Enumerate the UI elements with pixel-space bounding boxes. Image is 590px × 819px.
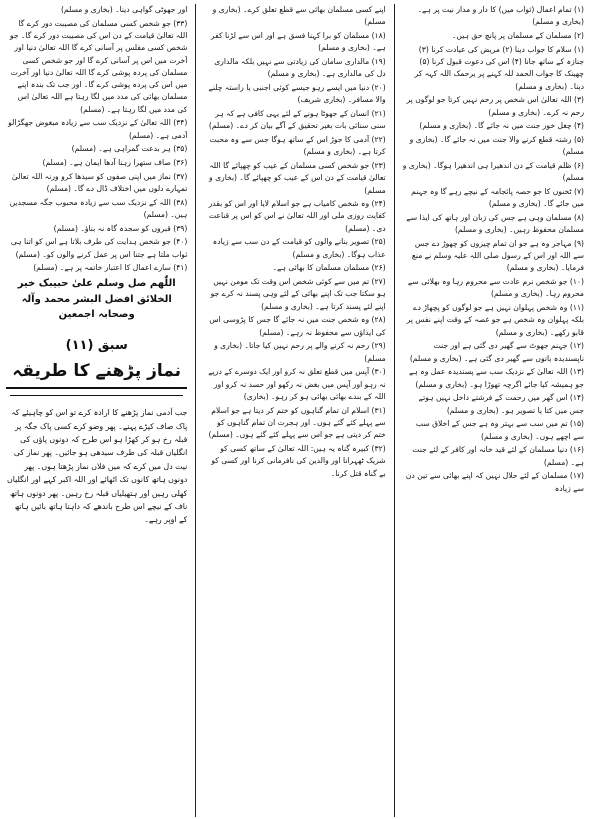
hadith-item: (۲۶) مسلمان مسلمان کا بھائی ہے۔ (272, 263, 386, 273)
hadith-item: (۲۳) جو شخص کسی مسلمان کے عیب کو چھپائے گا اللہ تعالیٰ قیامت کے دن اس کے عیب کو چھپائے گا۔ (بخاری و مسلم) (209, 160, 386, 195)
hadith-item: (۱۸) مسلمان کو برا کہنا فسق ہے اور اس سے لڑنا کفر ہے۔ (بخاری و مسلم) (210, 30, 386, 53)
procedure-paragraph: جب آدمی نماز پڑھنے کا ارادہ کرے تو اس کو چاہیئے کہ پاک صاف کپڑے پہنے۔ پھر وضو کرے کسی پاک جگہ پر قبلہ رخ ہو کر کھڑا ہو اس طرح کہ دونوں پاؤں کی انگلیاں قبلہ کی طرف سیدھی ہو جائیں۔ پھر نماز کی نیت دل میں کرے کہ میں فلاں نماز پڑھتا ہوں۔ پھر دونوں ہاتھ کانوں تک اٹھائے اور اللہ اکبر کہے اور انگلیاں کھلی رہیں اور ہتھیلیاں قبلہ رخ رہیں۔ پھر دونوں ہاتھ ناف کے نیچے اس طرح باندھے کہ داہنا ہاتھ بائیں ہاتھ کے اوپر رہے۔ (7, 408, 188, 525)
hadith-item: (۴۱) سارے اعمال کا اعتبار خاتمہ پر ہے۔ (مسلم) (33, 263, 188, 273)
hadith-item: (۴۰) جو شخص ہدایت کی طرف بلاتا ہے اس کو اتنا ہی ثواب ملتا ہے جتنا اس پر عمل کرنے والوں کو۔ (مسلم) (10, 237, 188, 259)
hadith-item: (۴) چغل خور جنت میں نہ جائے گا۔ (بخاری و مسلم) (419, 121, 584, 131)
hadith-item: (۳۱) اسلام ان تمام گناہوں کو ختم کر دیتا ہے جو اسلام سے پہلے کئے گئے ہوں۔ اور ہجرت ان تمام گناہوں کو ختم کر دیتی ہے جو اس سے پہلے کئے گئے ہوں۔ (مسلم) (208, 405, 386, 440)
column-divider (195, 4, 196, 817)
hadith-item: (۲۵) تصویر بنانے والوں کو قیامت کے دن سب سے زیادہ عذاب ہوگا۔ (بخاری و مسلم) (212, 237, 386, 259)
hadith-item: (۱) سلام کا جواب دینا (۲) مریض کی عیادت کرنا (۳) جنازہ کے ساتھ جانا (۴) اس کی دعوت قبول کرنا (۵) چھینک کا جواب الحمد للہ کہنے پر یرحمک اللہ کہہ کر دینا۔ (بخاری و مسلم) (414, 44, 584, 91)
hadith-item: (۳۶) صاف ستھرا رہنا آدھا ایمان ہے۔ (مسلم) (42, 158, 188, 168)
hadith-item: (۲۲) آدمی کا جوڑ اس کے ساتھ ہوگا جس سے وہ محبت کرتا ہے۔ (بخاری و مسلم) (209, 134, 386, 157)
hadith-item: (۱) تمام اعمال (ثواب میں) کا دار و مدار نیت پر ہے۔ (بخاری و مسلم) (417, 5, 584, 27)
hadith-item: (۲۰) دنیا میں ایسے رہو جیسے کوئی اجنبی یا راستہ چلنے والا مسافر۔ (بخاری شریف) (208, 82, 386, 105)
hadith-item: (۵) رشتہ قطع کرنے والا جنت میں نہ جائے گا۔ (بخاری و مسلم) (409, 134, 584, 157)
hadith-item: (۱۳) اللہ تعالیٰ کے نزدیک سب سے پسندیدہ عمل وہ ہے جو ہمیشہ کیا جائے اگرچہ تھوڑا ہو۔ (بخاری و مسلم) (408, 367, 584, 389)
hadith-item: (۱۱) وہ شخص پہلوان نہیں ہے جو لوگوں کو پچھاڑ دے بلکہ پہلوان وہ شخص ہے جو غصہ کے وقت اپنے نفس پر قابو رکھے۔ (بخاری و مسلم) (406, 303, 584, 337)
hadith-item: (۷) ٹخنوں کا جو حصہ پائجامہ کے نیچے رہے گا وہ جہنم میں جائے گا۔ (بخاری و مسلم) (411, 186, 584, 209)
hadith-item: (۳۸) اللہ کے نزدیک سب سے زیادہ محبوب جگہ مسجدیں ہیں۔ (مسلم) (9, 197, 188, 220)
hadith-item: (۳۷) نماز میں اپنی صفوں کو سیدھا کرو ورنہ اللہ تعالیٰ تمہارے دلوں میں اختلاف ڈال دے گا۔ (مسلم) (11, 171, 188, 194)
column-left (6, 4, 187, 817)
column-middle (204, 4, 385, 817)
hadith-item: اپنے کسی مسلمان بھائی سے قطع تعلق کرے۔ (بخاری و مسلم) (212, 5, 386, 27)
hadith-item: (۱۰) جو شخص نرم عادت سے محروم رہا وہ بھلائی سے محروم رہا۔ (بخاری و مسلم) (407, 277, 584, 299)
prayer-procedure-text (6, 406, 187, 527)
hadith-item: (۲) مسلمان کے مسلمان پر پانچ حق ہیں۔ (451, 30, 584, 40)
hadith-item: (۲۱) انسان کے جھوٹا ہونے کے لئے یہی کافی ہے کہ ہر سنی سنائی بات بغیر تحقیق کے آگے بیان کر دے۔ (مسلم) (208, 108, 386, 131)
hadith-item: (۲۴) وہ شخص کامیاب ہے جو اسلام لایا اور اس کو بقدر کفایت روزی ملی اور اللہ تعالیٰ نے اس کو اس پر قناعت دی۔ (مسلم) (208, 199, 386, 233)
hadith-item: (۳۳) جو شخص کسی مسلمان کی مصیبت دور کرے گا اللہ تعالیٰ قیامت کے دن اس کی مصیبت دور کرے گا۔ جو شخص کسی مفلس پر آسانی کرے گا اللہ تعالیٰ دنیا اور آخرت میں اس پر آسانی کرے گا اور جو شخص کسی مسلمان کی پردہ پوشی کرے گا اللہ تعالیٰ دنیا اور آخرت میں اس کی پردہ پوشی کرے گا۔ اور جب تک بندہ اپنے مسلمان بھائی کی مدد میں لگا رہتا ہے اللہ تعالیٰ اس کی مدد میں لگا رہتا ہے۔ (مسلم) (9, 18, 188, 114)
hadith-item: (۳۰) آپس میں قطع تعلق نہ کرو اور ایک دوسرے کے درپے نہ رہو اور آپس میں بغض نہ رکھو اور حسد نہ کرو اور اللہ کے بندے بھائی بھائی ہو کر رہو۔ (بخاری) (208, 367, 386, 401)
lesson-number: سبق (۱۱) (65, 337, 128, 353)
hadith-item: (۳۵) ہر بدعت گمراہی ہے۔ (مسلم) (71, 144, 188, 154)
hadith-item: (۳۹) قبروں کو سجدہ گاہ نہ بناؤ۔ (مسلم) (53, 223, 188, 233)
hadith-list (6, 4, 187, 275)
lesson-heading (6, 335, 187, 390)
hadith-item: (۳۲) کبیرہ گناہ یہ ہیں: اللہ تعالیٰ کے ساتھ کسی کو شریک ٹھہرانا اور والدین کی نافرمانی کرنا اور کسی کو بے گناہ قتل کرنا۔ (211, 443, 386, 478)
hadith-item: (۱۵) تم میں سب سے بہتر وہ ہے جس کے اخلاق سب سے اچھے ہوں۔ (بخاری و مسلم) (415, 419, 584, 441)
column-right (403, 4, 584, 817)
hadith-item: (۳) اللہ تعالیٰ اس شخص پر رحم نہیں کرتا جو لوگوں پر رحم نہ کرے۔ (بخاری و مسلم) (406, 95, 584, 117)
hadith-item: (۳۴) اللہ تعالیٰ کے نزدیک سب سے زیادہ مبغوض جھگڑالو آدمی ہے۔ (مسلم) (8, 118, 188, 140)
hadith-item: (۶) ظلم قیامت کے دن اندھیرا ہی اندھیرا ہوگا۔ (بخاری و مسلم) (402, 160, 584, 183)
hadith-item: (۱۴) اس گھر میں رحمت کے فرشتے داخل نہیں ہوتے جس میں کتا یا تصویر ہو۔ (بخاری و مسلم) (418, 393, 584, 415)
hadith-item: (۸) مسلمان وہی ہے جس کی زبان اور ہاتھ کی ایذا سے مسلمان محفوظ رہیں۔ (بخاری و مسلم) (406, 212, 584, 235)
section-divider (10, 395, 183, 396)
hadith-item: (۱۲) جہنم جھوٹ سے گھیر دی گئی ہے اور جنت ناپسندیدہ باتوں سے گھیر دی گئی ہے۔ (بخاری و مسلم) (409, 341, 584, 363)
hadith-item: (۱۷) مسلمان کے لئے حلال نہیں کہ اپنے بھائی سے تین دن سے زیادہ (405, 471, 584, 493)
hadith-item: (۲۸) وہ شخص جنت میں نہ جائے گا جس کا پڑوسی اس کی ایذاؤں سے محفوظ نہ رہے۔ (مسلم) (209, 315, 386, 337)
lesson-title: نماز پڑھنے کا طریقہ (6, 358, 187, 390)
hadith-item: (۹) مہاجر وہ ہے جو ان تمام چیزوں کو چھوڑ دے جس سے اللہ اور اس کے رسول صلی اللہ علیہ وسلم نے منع فرمایا۔ (بخاری و مسلم) (411, 238, 584, 273)
column-divider (394, 4, 395, 817)
hadith-item: (۱۶) دنیا مسلمان کے لئے قید خانہ اور کافر کے لئے جنت ہے۔ (مسلم) (412, 445, 584, 467)
hadith-item: اور جھوٹی گواہی دینا۔ (بخاری و مسلم) (60, 5, 188, 14)
durood-blessing: اللّٰھم صل وسلم علیٰ حبیبک خیر الخلائق افضل البشر محمد وآلہ وصحابہ اجمعین (17, 278, 176, 321)
hadith-item: (۱۹) مالداری سامان کی زیادتی سے نہیں بلکہ مالداری دل کی مالداری ہے۔ (بخاری و مسلم) (214, 56, 386, 79)
hadith-item: (۲۷) تم میں سے کوئی شخص اس وقت تک مومن نہیں ہو سکتا جب تک اپنے بھائی کے لئے وہی پسند نہ کرے جو اپنے لئے پسند کرتا ہے۔ (بخاری و مسلم) (210, 277, 386, 311)
hadith-item: (۲۹) رحم نہ کرنے والے پر رحم نہیں کیا جاتا۔ (بخاری و مسلم) (214, 341, 386, 363)
